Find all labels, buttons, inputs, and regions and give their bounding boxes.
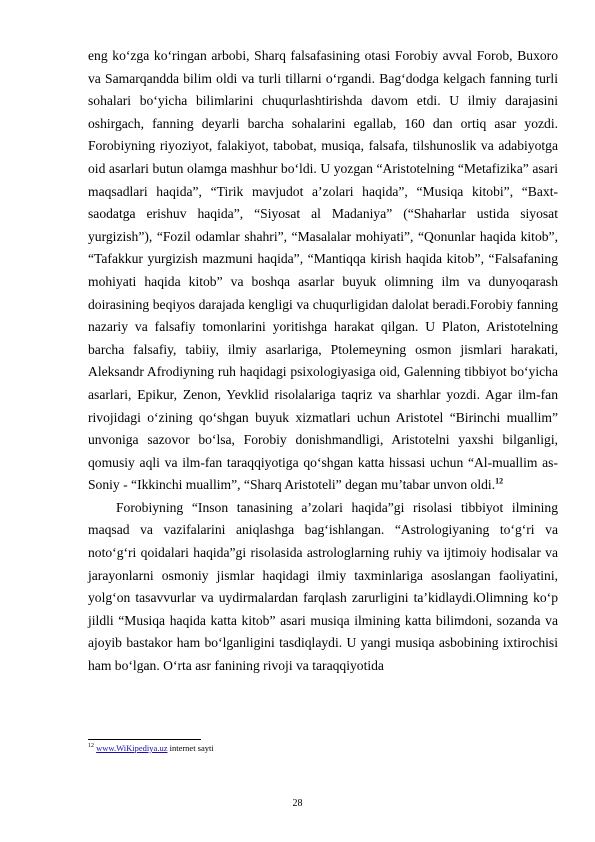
paragraph-1: [88, 45, 558, 497]
page-number: 28: [292, 798, 303, 809]
paragraph-2-text: Forobiyning “Inson tanasining a’zolari haqida”gi risolasi tibbiyot ilmining maqsad va vazifalarini aniqlashga bag‘ishlangan. “Astrologiyaning to‘g‘ri va noto‘g‘ri qoidalari haqida”gi risolasida astrologlarning ruhiy va ijtimoiy hodisalar va jarayonlarni osmoniy jismlar haqidagi ilmiy taxminlariga asoslangan faoliyatini, yolg‘on tasavvurlar va uydirmalardan farqlash zarurligini ta’kidlaydi.Olimning ko‘p jildli “Musiqa haqida katta kitob” asari musiqa ilmining katta bilimdoni, sozanda va ajoyib bastakor ham bo‘lganligini tasdiqlaydi. U yangi musiqa asbobining ixtirochisi ham bo‘lgan. O‘rta asr fanining rivoji va taraqqiyotida: [88, 499, 558, 674]
footnote-separator: [88, 739, 201, 740]
footnote-link[interactable]: www.WiKipediya.uz: [96, 743, 168, 753]
footnote-number: 12: [88, 743, 94, 750]
footnote-reference[interactable]: 12: [495, 476, 504, 486]
footnote: [88, 743, 214, 754]
paragraph-2: [88, 497, 558, 678]
footnote-suffix: internet sayti: [167, 743, 214, 753]
paragraph-1-text: eng ko‘zga ko‘ringan arbobi, Sharq falsafasining otasi Forobiy avval Forob, Buxoro va Samarqandda bilim oldi va turli tillarni o‘rgandi. Bag‘dodga kelgach fanning turli sohalari bo‘yicha bilimlarini chuqurlashtirishda davom etdi. U ilmiy darajasini oshirgach, fanning deyarli barcha sohalarini egallab, 160 dan ortiq asar yozdi. Forobiyning riyoziyot, falakiyot, tabobat, musiqa, falsafa, tilshunoslik va adabiyotga oid asarlari butun olamga mashhur bo‘ldi. U yozgan “Aristotelning “Metafizika” asari maqsadlari haqida”, “Tirik mavjudot a’zolari haqida”, “Musiqa kitobi”, “Baxt-saodatga erishuv haqida”, “Siyosat al Madaniya” (“Shaharlar ustida siyosat yurgizish”), “Fozil odamlar shahri”, “Masalalar mohiyati”, “Qonunlar haqida kitob”, “Tafakkur yurgizish mazmuni haqida”, “Mantiqqa kirish haqida kitob”, “Falsafaning mohiyati haqida kitob” va boshqa asarlar buyuk olimning ilm va dunyoqarash doirasining beqiyos darajada kengligi va chuqurligidan dalolat beradi.Forobiy fanning nazariy va falsafiy tomonlarini yoritishga harakat qilgan. U Platon, Aristotelning barcha falsafiy, tabiiy, ilmiy asarlariga, Ptolemeyning osmon jismlari harakati, Aleksandr Afrodiyning ruh haqidagi psixologiyasiga oid, Galenning tibbiyot bo‘yicha asarlari, Epikur, Zenon, Yevklid risolalariga taqriz va sharhlar yozdi. Agar ilm-fan rivojidagi o‘zining qo‘shgan buyuk xizmatlari uchun Aristotel “Birinchi muallim” unvoniga sazovor bo‘lsa, Forobiy donishmandligi, Aristotelni yaxshi bilganligi, qomusiy aqli va ilm-fan taraqqiyotiga qo‘shgan katta hissasi uchun “Al-muallim as-Soniy - “Ikkinchi muallim”, “Sharq Aristoteli” degan mu’tabar unvon oldi.: [88, 48, 558, 493]
body-text: [88, 45, 558, 678]
